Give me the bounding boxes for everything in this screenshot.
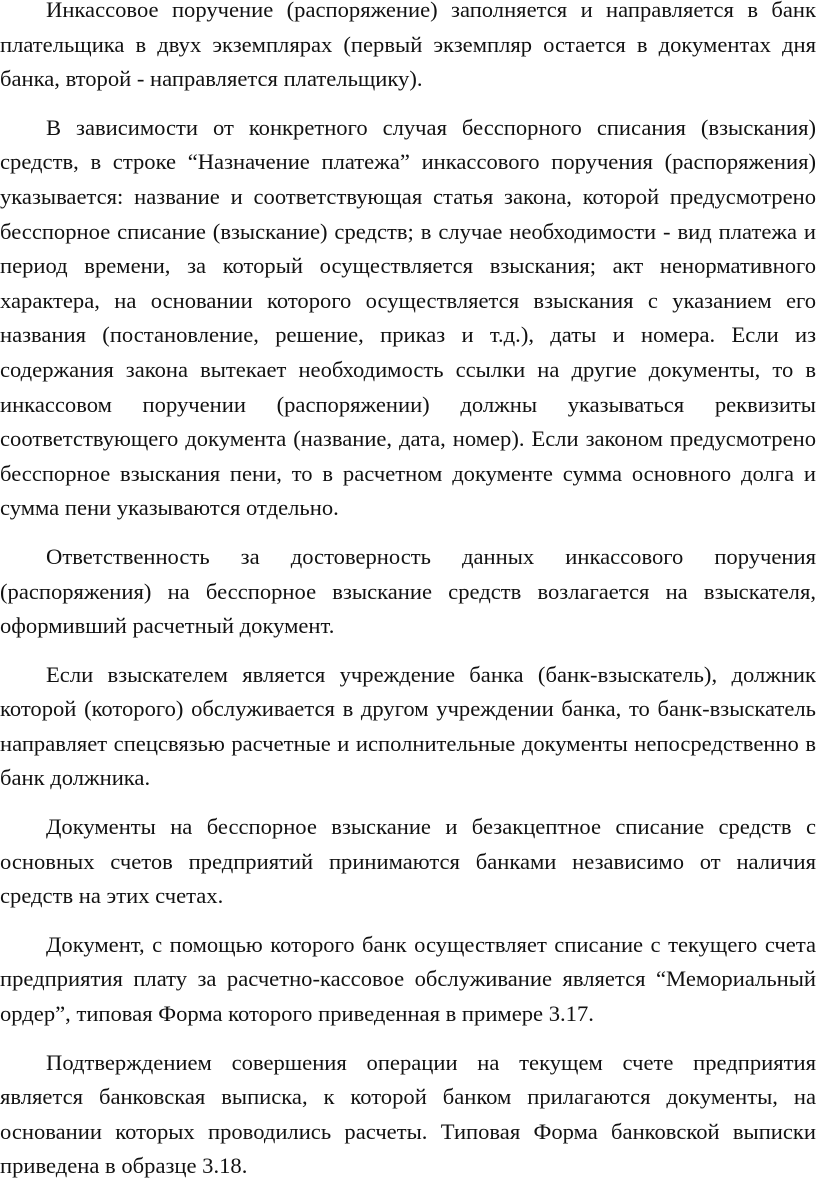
- paragraph-document-acceptance: Документы на бесспорное взыскание и безакцептное списание средств с основных счетов предприятий принимаются банками независимо от наличия средств на этих счетах.: [0, 814, 816, 909]
- paragraph-responsibility: Ответственность за достоверность данных инкассового поручения (распоряжения) на бесспорное взыскание средств возлагается на взыскателя, оформивший расчетный документ.: [0, 543, 816, 639]
- paragraph-bank-statement: Подтверждением совершения операции на текущем счете предприятия является банковская выписка, к которой банком прилагаются документы, на основании которых проводились расчеты. Типовая Форма банковской выписки приведена в образце 3.18.: [0, 1049, 816, 1179]
- paragraph-collection-order-copies: Инкассовое поручение (распоряжение) заполняется и направляется в банк плательщика в двух экземплярах (первый экземпляр остается в документах дня банка, второй - направляется плательщику).: [0, 0, 816, 92]
- paragraph-payment-purpose: В зависимости от конкретного случая бесспорного списания (взыскания) средств, в строке “Назначение платежа” инкассового поручения (распоряжения) указывается: название и соответствующая статья закона, которой предусмотрено бесспорное списание (взыскание) средств; в случае необходимости - вид платежа и период времени, за который осуществляется взыскания; акт ненормативного характера, на основании которого осуществляется взыскания с указанием его названия (постановление, решение, приказ и т.д.), даты и номера. Если из содержания закона вытекает необходимость ссылки на другие документы, то в инкассовом поручении (распоряжении) должны указываться реквизиты соответствующего документа (название, дата, номер). Если законом предусмотрено бесспорное взыскания пени, то в расчетном документе сумма основного долга и сумма пени указываются отдельно.: [0, 114, 816, 521]
- paragraph-memorial-order: Документ, с помощью которого банк осуществляет списание с текущего счета предприятия плату за расчетно-кассовое обслуживание является “Мемориальный ордер”, типовая Форма которого приведенная в примере 3.17.: [0, 931, 816, 1027]
- paragraph-bank-collector: Если взыскателем является учреждение банка (банк-взыскатель), должник которой (которого) обслуживается в другом учреждении банка, то банк-взыскатель направляет спецсвязью расчетные и исполнительные документы непосредственно в банк должника.: [0, 661, 816, 791]
